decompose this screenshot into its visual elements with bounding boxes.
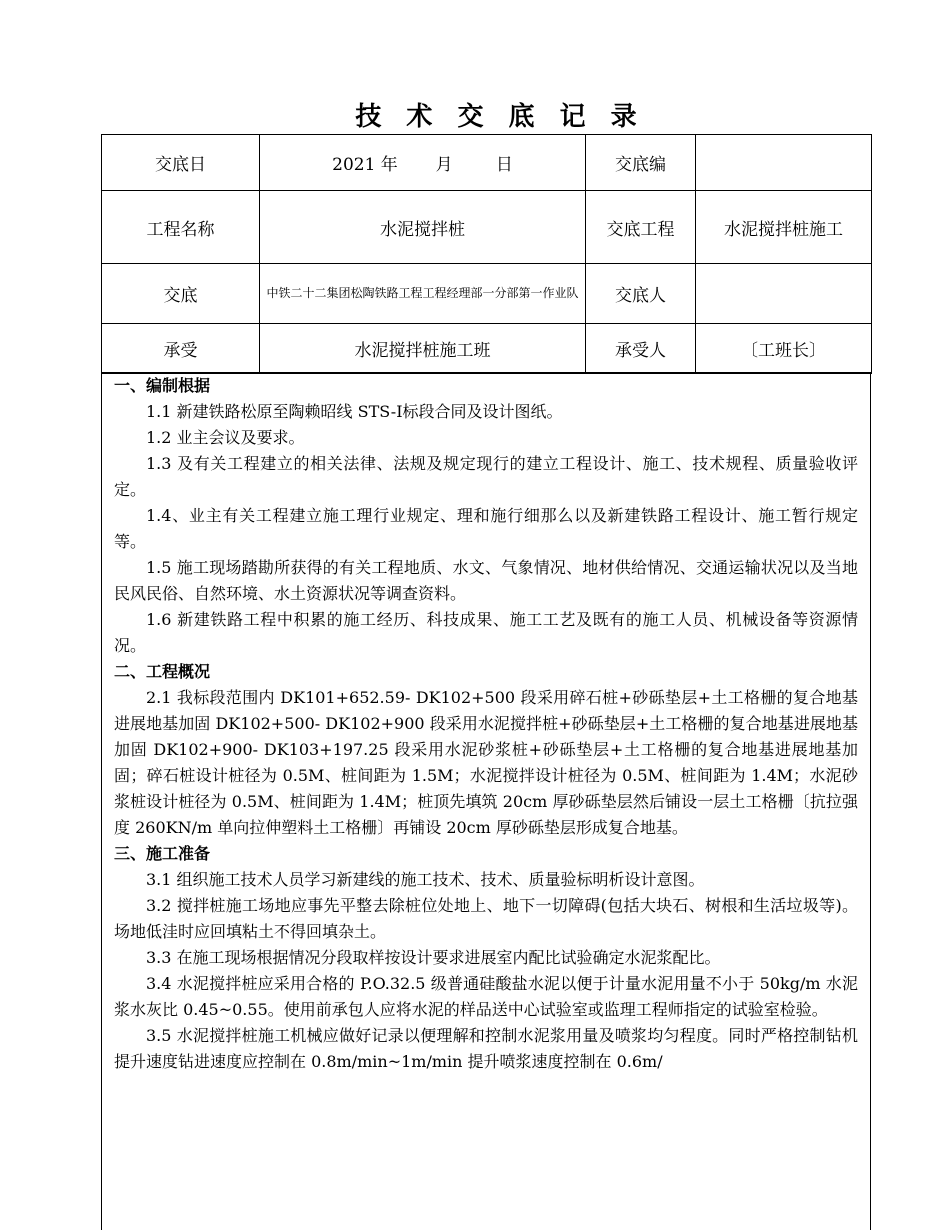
label-briefing-project: 交底工程 [586, 191, 696, 264]
paragraph: 1.5 施工现场踏勘所获得的有关工程地质、水文、气象情况、地材供给情况、交通运输状况以及当地民风民俗、自然环境、水土资源状况等调查资料。 [114, 558, 858, 603]
paragraph: 1.2 业主会议及要求。 [146, 428, 305, 447]
header-row-issuer [102, 264, 872, 324]
document-body [101, 372, 871, 1230]
label-receiver-unit: 承受 [102, 324, 260, 374]
label-receiver-person: 承受人 [586, 324, 696, 374]
header-row-receiver [102, 324, 872, 374]
paragraph: 1.3 及有关工程建立的相关法律、法规及规定现行的建立工程设计、施工、技术规程、质量验收评定。 [114, 454, 858, 499]
section-preparation [114, 841, 858, 1075]
value-date: 2021 年 月 日 [260, 135, 586, 191]
header-table [101, 134, 872, 374]
paragraph: 1.4、业主有关工程建立施工理行业规定、理和施行细那么以及新建铁路工程设计、施工暂行规定等。 [114, 506, 858, 551]
section-heading: 三、施工准备 [114, 844, 211, 863]
value-briefing-project: 水泥搅拌桩施工 [696, 191, 872, 264]
label-issuer-unit: 交底 [102, 264, 260, 324]
header-row-date [102, 135, 872, 191]
label-project-name: 工程名称 [102, 191, 260, 264]
paragraph: 3.1 组织施工技术人员学习新建线的施工技术、技术、质量验标明析设计意图。 [146, 870, 705, 889]
label-number: 交底编 [586, 135, 696, 191]
header-row-project [102, 191, 872, 264]
value-project-name: 水泥搅拌桩 [260, 191, 586, 264]
paragraph: 3.4 水泥搅拌桩应采用合格的 P.O.32.5 级普通硅酸盐水泥以便于计量水泥用量不小于 50kg/m 水泥浆水灰比 0.45~0.55。使用前承包人应将水泥的样品送中心试验室或监理工程师指定的试验室检验。 [114, 974, 858, 1019]
paragraph: 3.2 搅拌桩施工场地应事先平整去除桩位处地上、地下一切障碍(包括大块石、树根和生活垃圾等)。场地低洼时应回填粘土不得回填杂土。 [114, 896, 858, 941]
document-title: 技 术 交 底 记 录 [355, 102, 645, 132]
label-issuer-person: 交底人 [586, 264, 696, 324]
value-issuer-person [696, 264, 872, 324]
paragraph: 3.3 在施工现场根据情况分段取样按设计要求进展室内配比试验确定水泥浆配比。 [146, 948, 721, 967]
paragraph: 3.5 水泥搅拌桩施工机械应做好记录以便理解和控制水泥浆用量及喷浆均匀程度。同时严格控制钻机提升速度钻进速度应控制在 0.8m/min~1m/min 提升喷浆速度控制在 0.6m/ [114, 1026, 858, 1071]
paragraph: 1.6 新建铁路工程中积累的施工经历、科技成果、施工工艺及既有的施工人员、机械设备等资源情况。 [114, 610, 858, 655]
section-heading: 二、工程概况 [114, 662, 211, 681]
value-issuer-unit: 中铁二十二集团松陶铁路工程工程经理部一分部第一作业队 [260, 264, 586, 324]
value-receiver-unit: 水泥搅拌桩施工班 [260, 324, 586, 374]
value-receiver-person: 〔工班长〕 [696, 324, 872, 374]
value-number [696, 135, 872, 191]
section-overview [114, 659, 858, 841]
paragraph: 1.1 新建铁路松原至陶赖昭线 STS-I标段合同及设计图纸。 [146, 402, 563, 421]
paragraph: 2.1 我标段范围内 DK101+652.59- DK102+500 段采用碎石桩+砂砾垫层+土工格栅的复合地基进展地基加固 DK102+500- DK102+900 段采用水泥搅拌桩+砂砾垫层+土工格栅的复合地基进展地基加固 DK102+900- DK103+197.25 段采用水泥砂浆桩+砂砾垫层+土工格栅的复合地基进展地基加固；碎石桩设计桩径为 0.5M、桩间距为 1.5M；水泥搅拌设计桩径为 0.5M、桩间距为 1.4M；水泥砂浆桩设计桩径为 0.5M、桩间距为 1.4M；桩顶先填筑 20cm 厚砂砾垫层然后铺设一层土工格栅〔抗拉强度 260KN/m 单向拉伸塑料土工格栅〕再铺设 20cm 厚砂砾垫层形成复合地基。 [114, 688, 858, 837]
label-date: 交底日 [102, 135, 260, 191]
section-heading: 一、编制根据 [114, 376, 211, 395]
section-basis [114, 373, 858, 659]
